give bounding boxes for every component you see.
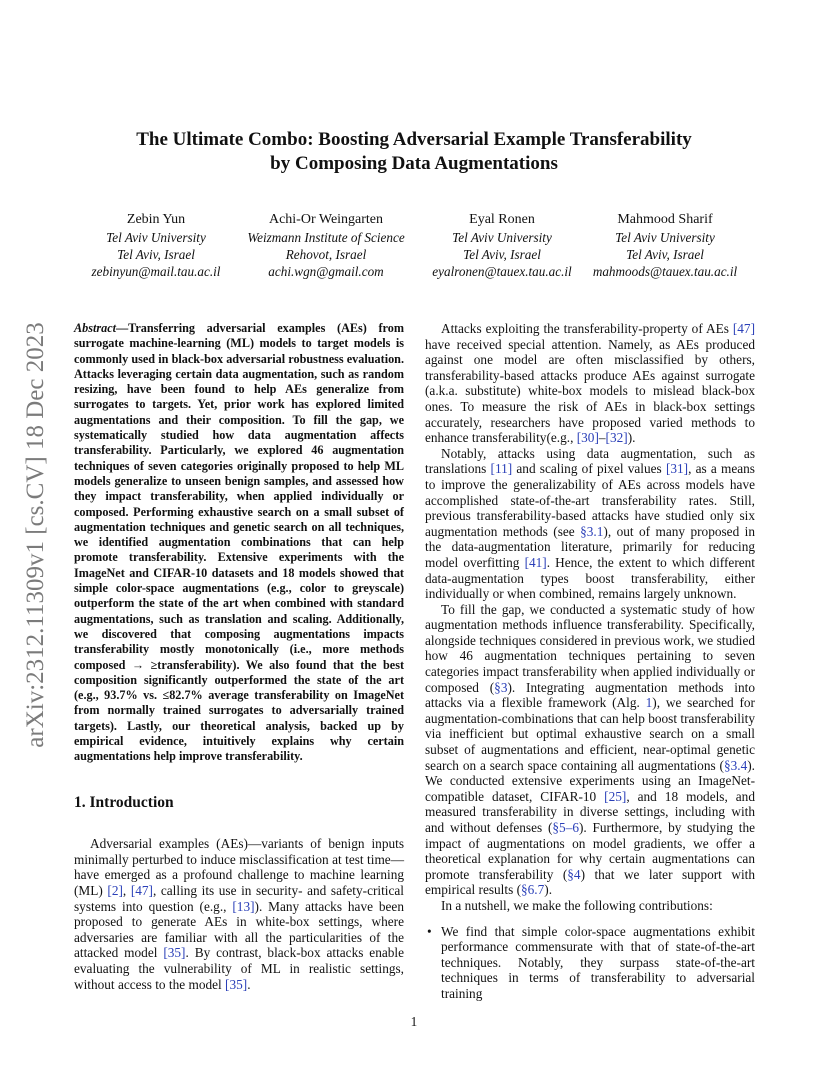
author-affiliation: Weizmann Institute of Science [247, 230, 405, 245]
citation-link[interactable]: [13] [232, 898, 255, 914]
contributions-list [425, 924, 755, 1002]
author-affiliation: Tel Aviv University [452, 230, 552, 245]
section-reference-link[interactable]: §3 [494, 679, 508, 695]
intro-paragraph-3: Notably, attacks using data augmentation, such as translations [11] and scaling of pixel values [31], as a means to improve the generalizability of AEs across models have accomplished state-of-the-art transferability rates. Still, previous transferability-based attacks have studied only six augmentation methods (see §3.1), out of many proposed in the data-augmentation literature, primarily for reducing model overfitting [41]. Hence, the extent to which different data-augmentation types boost transferability, either individually or when combined, remains largely unknown. [425, 445, 756, 602]
author-block-1 [86, 211, 226, 280]
author-location: Tel Aviv, Israel [463, 247, 541, 262]
author-block-4 [584, 211, 746, 280]
paper-title-line-1: The Ultimate Combo: Boosting Adversarial Example Transferability [136, 129, 692, 150]
intro-paragraph-1: Adversarial examples (AEs)—variants of benign inputs minimally perturbed to induce misclassification at test time—have emerged as a profound challenge to machine learning (ML) [2], [47], calling its use in security- and safety-critical systems into question (e.g., [13]). Many attacks have been proposed to generate AEs in white-box settings, where adversaries are familiar with all the particularities of the attacked model [35]. By contrast, black-box attacks enable evaluating the vulnerability of ML in realistic settings, without access to the model [35]. [74, 836, 404, 992]
section-reference-link[interactable]: §6.7 [521, 882, 545, 898]
author-email: eyalronen@tauex.tau.ac.il [432, 264, 572, 279]
citation-link[interactable]: [47] [130, 882, 153, 898]
algorithm-reference-link[interactable]: 1 [645, 695, 653, 711]
author-name: Mahmood Sharif [617, 212, 713, 227]
section-reference-link[interactable]: §5–6 [552, 820, 579, 835]
abstract [74, 321, 404, 765]
author-location: Tel Aviv, Israel [626, 247, 704, 262]
intro-paragraph-4: To fill the gap, we conducted a systematic study of how augmentation methods influence transferability. Specifically, alongside techniques considered in previous work, we studied how 46 augmentation techniques pertaining to seven categories impact transferability when applied individually or composed (§3). Integrating augmentation methods into attacks via a flexible framework (Alg. 1), we searched for augmentation-combinations that can help boost transferability via inefficient but optimal exhaustive search on a small subset of augmentations and efficient, near-optimal genetic search on a search space containing all augmentations (§3.4). We conducted extensive experiments using an ImageNet-compatible dataset, CIFAR-10 [25], and 18 models, and measured transferability in diverse settings, including with and without defenses (§5–6). Furthermore, by studying the impact of augmentations on model gradients, we offer a theoretical explanation for why certain augmentations can promote transferability (§4) that we later support with empirical results (§6.7). [425, 601, 755, 898]
abstract-body: —Transferring adversarial examples (AEs) from surrogate machine-learning (ML) models to target models is commonly used in black-box adversarial robustness evaluation. Attacks leveraging certain data augmentation, such as random resizing, have been found to help AEs generalize from surrogates to targets. Yet, prior work has explored limited augmentations and their composition. To fill the gap, we systematically studied how data augmentation affects transferability. Particularly, we explored 46 augmentation techniques of seven categories originally proposed to help ML models generalize to unseen benign samples, and assessed how they impact transferability, when applied individually or composed. Performing exhaustive search on a small subset of augmentation techniques and genetic search on all techniques, we identified augmentation combinations that can help promote transferability. Extensive experiments with the ImageNet and CIFAR-10 datasets and 18 models showed that simple color-space augmentations (e.g., color to greyscale) outperform the state of the art when combined with standard augmentations, such as translation and scaling. Additionally, we discovered that composing augmentations impacts transferability mostly monotonically (i.e., more methods composed → ≥transferability). We also found that the best composition significantly outperformed the state of the art (e.g., 93.7% vs. ≤82.7% average transferability on ImageNet from normally trained surrogates to adversarially trained targets). Lastly, our theoretical analysis, backed up by empirical evidence, intuitively explains why certain augmentations help improve transferability. [74, 321, 404, 764]
paper-title-line-2: by Composing Data Augmentations [270, 153, 558, 174]
section-reference-link[interactable]: §3.1 [580, 523, 604, 539]
left-column [74, 321, 404, 992]
author-block-2 [238, 211, 414, 280]
author-location: Rehovot, Israel [285, 247, 367, 262]
author-email: achi.wgn@gmail.com [268, 264, 384, 279]
citation-link[interactable]: [35] [163, 945, 186, 961]
section-heading-introduction: 1. Introduction [74, 793, 174, 811]
author-name: Eyal Ronen [469, 212, 535, 227]
citation-link[interactable]: [11] [490, 461, 513, 477]
paper-title [60, 128, 768, 176]
author-email: zebinyun@mail.tau.ac.il [91, 264, 221, 279]
author-email: mahmoods@tauex.tau.ac.il [592, 264, 738, 279]
author-block-3 [426, 211, 578, 280]
citation-link[interactable]: [30] [576, 430, 599, 446]
intro-paragraph-2: Attacks exploiting the transferability-property of AEs [47] have received special attention. Namely, as AEs produced against one model are often misclassified by others, transferability-based attacks produce AEs against surrogate (a.k.a. substitute) white-box models to mislead black-box ones. To measure the risk of AEs in black-box settings accurately, researchers have proposed varied methods to enhance transferability(e.g., [30]–[32]). [425, 321, 755, 446]
arxiv-identifier-text: arXiv:2312.11309v1 [cs.CV] 18 Dec 2023 [22, 322, 49, 748]
author-name: Achi-Or Weingarten [268, 212, 384, 227]
abstract-lead: Abstract [74, 321, 116, 335]
section-reference-link[interactable]: §3.4 [723, 757, 748, 773]
author-affiliation: Tel Aviv University [106, 230, 206, 245]
citation-link[interactable]: [41] [524, 554, 547, 570]
list-item: • We find that simple color-space augmentations exhibit performance commensurate with that of state-of-the-art techniques. Notably, they surpass state-of-the-art techniques in terms of transferability to adversarial training [425, 924, 755, 1002]
page-number: 1 [410, 1014, 418, 1029]
citation-link[interactable]: [31] [665, 461, 689, 477]
citation-link[interactable]: [32] [605, 430, 628, 446]
citation-link[interactable]: [47] [732, 321, 755, 336]
intro-paragraph-5: In a nutshell, we make the following contributions: [441, 897, 713, 913]
arxiv-identifier [12, 300, 60, 770]
author-name: Zebin Yun [126, 212, 186, 227]
citation-link[interactable]: [2] [107, 882, 123, 898]
citation-link[interactable]: [25] [604, 788, 627, 804]
section-reference-link[interactable]: §4 [567, 866, 581, 882]
citation-link[interactable]: [35] [225, 976, 248, 992]
author-location: Tel Aviv, Israel [117, 247, 195, 262]
author-affiliation: Tel Aviv University [615, 230, 715, 245]
right-column [425, 321, 755, 1002]
